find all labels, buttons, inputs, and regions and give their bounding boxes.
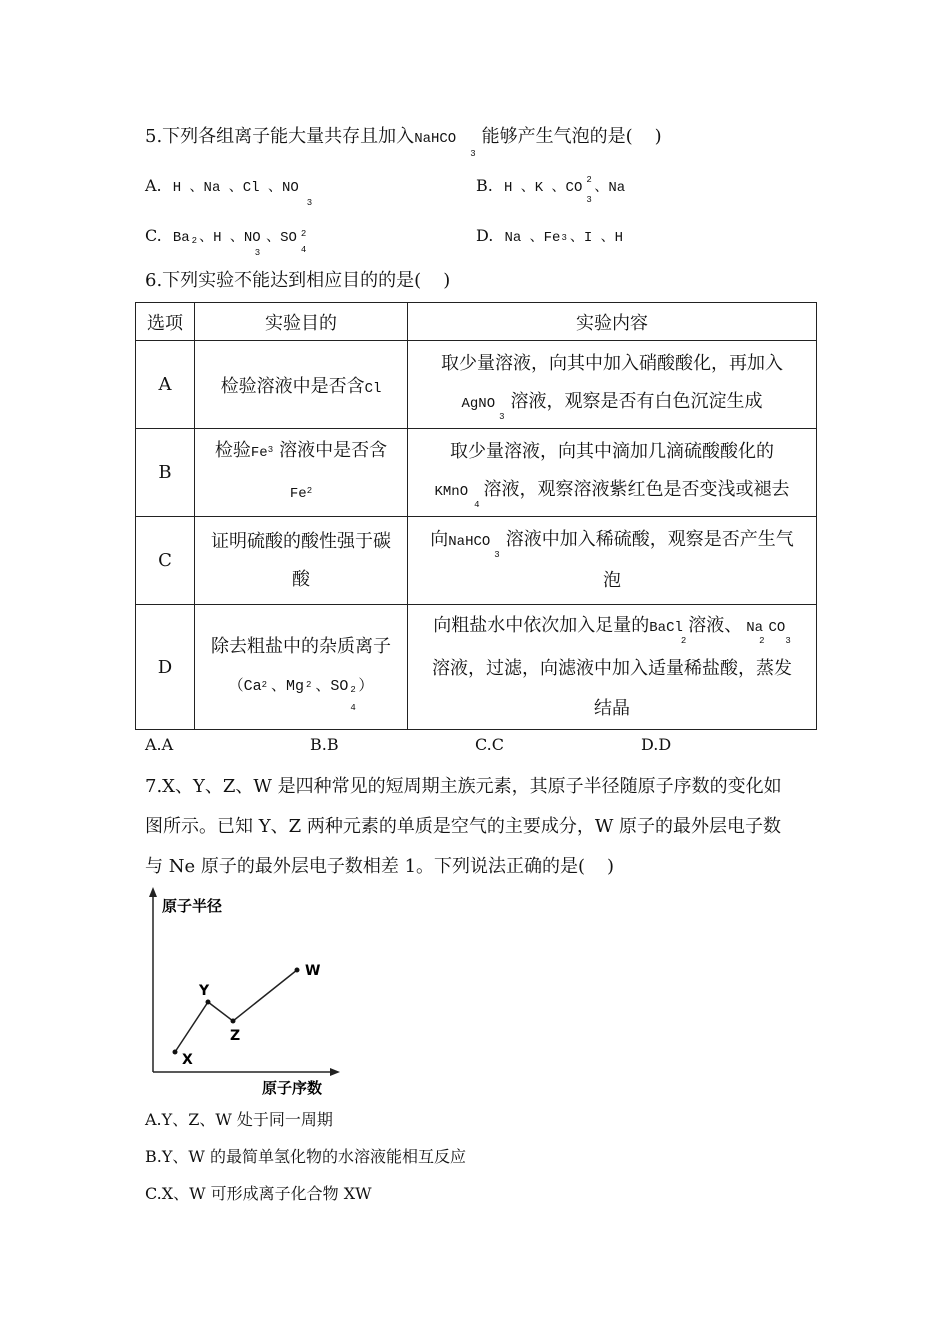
q6-row-c-option: C [136, 517, 195, 605]
q6-answer-a[interactable]: A.A [145, 735, 174, 754]
q5-stem-text: 5.下列各组离子能大量共存且加入 [145, 126, 415, 147]
q5-option-c[interactable] [145, 226, 309, 258]
q6-row-d-purpose-sup1: 2 [261, 679, 267, 690]
q6-row-a[interactable] [136, 341, 817, 429]
q5-stem [145, 122, 662, 159]
q5-reagent-sub: 3 [470, 149, 476, 159]
q6-row-b-purpose-text-a: 检验 [214, 439, 251, 461]
y-axis-label: 原子半径 [162, 897, 223, 915]
q6-row-a-content [408, 341, 817, 429]
q6-header-purpose: 实验目的 [195, 303, 408, 341]
q5-option-c-text: Ba [172, 230, 190, 246]
q7-stem-line3 [145, 852, 614, 878]
q5-option-d-label: D. [476, 226, 494, 245]
q7-stem-line1: 7.X、Y、Z、W 是四种常见的短周期主族元素，其原子半径随原子序数的变化如 [145, 776, 782, 797]
q6-row-a-content-chem: AgNO [461, 396, 496, 412]
q6-row-b-purpose-text-b: 溶液中是否含 [279, 439, 388, 461]
q6-row-d-content-line3: 结晶 [594, 697, 630, 719]
q6-row-c-content-chem: NaHCO [448, 534, 491, 550]
q6-row-c-content [408, 517, 817, 605]
point-y [206, 1000, 211, 1005]
q6-row-d-content-na: Na [746, 619, 764, 636]
q6-row-b-content-line2: 溶液，观察溶液紫红色是否变浅或褪去 [483, 479, 790, 500]
q6-header-content: 实验内容 [408, 303, 817, 341]
q6-row-b-option: B [136, 429, 195, 517]
q6-row-b-content-sub: 4 [474, 500, 480, 510]
q5-option-a-text: H 、Na 、Cl 、NO [172, 180, 299, 196]
q6-row-a-purpose [195, 341, 408, 429]
q7-stem-line2: 图所示。已知 Y、Z 两种元素的单质是空气的主要成分，W 原子的最外层电子数 [145, 816, 782, 837]
q7-stem-line3-text: 与 Ne 原子的最外层电子数相差 1。下列说法正确的是( [145, 856, 586, 877]
q6-row-c-content-line2: 泡 [603, 570, 621, 591]
q6-stem [145, 266, 450, 292]
point-z [231, 1019, 236, 1024]
q5-option-a-sub: 3 [306, 198, 313, 208]
q7-option-a[interactable]: A.Y、Z、W 处于同一周期 [145, 1110, 333, 1129]
x-axis-arrow [330, 1068, 340, 1076]
q6-row-a-content-line1: 取少量溶液，向其中加入硝酸酸化，再加入 [441, 353, 783, 374]
q6-row-c-content-text-a: 向 [430, 529, 449, 550]
q5-option-b-sup: 2 [586, 175, 592, 185]
q6-row-d-content-line2: 溶液，过滤，向滤液中加入适量稀盐酸，蒸发 [432, 657, 792, 679]
q6-row-b-content-chem: KMnO [434, 484, 469, 500]
q5-option-c-sub1: 3 [254, 248, 261, 258]
q6-row-d-purpose-mg: 、Mg [270, 677, 304, 695]
q6-row-b-content-line1: 取少量溶液，向其中滴加几滴硫酸酸化的 [450, 441, 774, 462]
q6-row-b[interactable] [136, 429, 817, 517]
q5-stem-text-b: 能够产生气泡的是( [481, 126, 633, 147]
q6-row-d-purpose-sub3: 4 [350, 702, 356, 713]
q6-answer-d[interactable]: D.D [641, 735, 672, 754]
q7-option-c[interactable]: C.X、W 可形成离子化合物 XW [145, 1184, 372, 1203]
q6-row-d-content-bacl-sub: 2 [680, 635, 687, 646]
q6-row-a-purpose-text: 检验溶液中是否含 [220, 375, 365, 397]
q5-option-c-mid2: 、SO [266, 230, 297, 246]
q5-reagent: NaHCO [414, 131, 457, 147]
q6-row-d-purpose-line1: 除去粗盐中的杂质离子 [211, 635, 391, 657]
q6-row-d-content-bacl: BaCl [649, 619, 683, 636]
q6-row-d-content-text-b: 溶液、 [688, 614, 743, 636]
point-label-w: W [305, 963, 321, 979]
q7-option-b[interactable]: B.Y、W 的最简单氢化物的水溶液能相互反应 [145, 1147, 466, 1166]
q6-row-b-purpose [195, 429, 408, 517]
q5-option-d-text: Na 、Fe [504, 230, 561, 246]
q6-row-a-purpose-chem: Cl [364, 380, 382, 397]
q6-row-d-purpose-so: 、SO [315, 677, 349, 695]
point-label-y: Y [199, 983, 210, 999]
q6-row-c-purpose [195, 517, 408, 605]
q5-option-c-sub2: 4 [300, 245, 307, 255]
q6-answer-c[interactable]: C.C [475, 735, 504, 754]
q6-header-option: 选项 [136, 303, 195, 341]
q5-option-c-sup1: 2 [191, 236, 198, 246]
q6-row-d-purpose [195, 605, 408, 730]
q6-row-b-purpose-chem2: Fe [289, 485, 307, 502]
q6-row-d-purpose-ca: （Ca [228, 677, 262, 695]
point-label-z: Z [230, 1028, 241, 1044]
q6-table [135, 302, 817, 730]
q6-row-b-purpose-sup2: 2 [306, 485, 313, 496]
q5-option-d-sup: 3 [561, 233, 567, 243]
q5-option-a-label: A. [145, 176, 162, 195]
q6-stem-text: 6.下列实验不能达到相应目的的是( [145, 270, 422, 291]
q6-row-a-content-sub: 3 [499, 412, 505, 422]
q5-option-d-tail: 、I 、H [569, 230, 624, 246]
q5-option-c-sup2: 2 [300, 229, 307, 239]
point-w [295, 968, 300, 973]
q6-row-b-content [408, 429, 817, 517]
q6-row-a-option: A [136, 341, 195, 429]
q6-row-d-content-co: CO [768, 619, 786, 636]
q5-option-a[interactable] [145, 176, 313, 208]
atomic-radius-chart [140, 885, 340, 1100]
q6-row-a-content-line2: 溶液，观察是否有白色沉淀生成 [510, 391, 763, 412]
q6-row-d-purpose-sup2: 2 [306, 679, 312, 690]
q6-row-c-purpose-line1: 证明硫酸的酸性强于碳 [211, 530, 391, 552]
q6-row-d-purpose-sup3: 2 [350, 684, 356, 695]
q5-option-b-text: H 、K 、CO [503, 180, 583, 196]
x-axis-label: 原子序数 [262, 1079, 323, 1097]
q6-row-d-content-co-sub: 3 [785, 635, 791, 646]
q6-row-c-purpose-line2: 酸 [292, 568, 310, 590]
q6-row-b-purpose-sup: 3 [267, 444, 274, 455]
q6-row-d-option: D [136, 605, 195, 730]
q6-row-c-content-text-b: 溶液中加入稀硫酸，观察是否产生气 [505, 529, 794, 550]
q5-option-b[interactable] [476, 175, 626, 205]
q5-option-b-tail: 、Na [594, 180, 626, 196]
q7-stem-paren: ) [607, 856, 615, 877]
point-label-x: X [182, 1052, 193, 1068]
q6-header-row [136, 303, 817, 341]
q5-option-d[interactable] [476, 226, 623, 246]
q5-option-b-label: B. [476, 176, 493, 195]
y-axis-arrow [149, 887, 157, 897]
q6-answer-b[interactable]: B.B [310, 735, 339, 754]
point-x [173, 1050, 178, 1055]
q6-row-d[interactable] [136, 605, 817, 730]
q6-row-c[interactable] [136, 517, 817, 605]
q6-stem-paren: ) [443, 270, 451, 291]
q5-option-b-sub: 3 [586, 195, 592, 205]
q6-row-d-content-na-sub: 2 [759, 635, 765, 646]
q5-option-c-mid1: 、H 、NO [199, 230, 261, 246]
q6-row-d-purpose-close: ） [358, 677, 374, 695]
q6-row-d-content-text-a: 向粗盐水中依次加入足量的 [433, 614, 650, 636]
q6-row-b-purpose-chem: Fe [250, 444, 268, 461]
q6-row-c-content-sub: 3 [494, 550, 500, 560]
q5-stem-paren: ) [654, 126, 662, 147]
q6-row-d-content [408, 605, 817, 730]
q5-option-c-label: C. [145, 226, 162, 245]
